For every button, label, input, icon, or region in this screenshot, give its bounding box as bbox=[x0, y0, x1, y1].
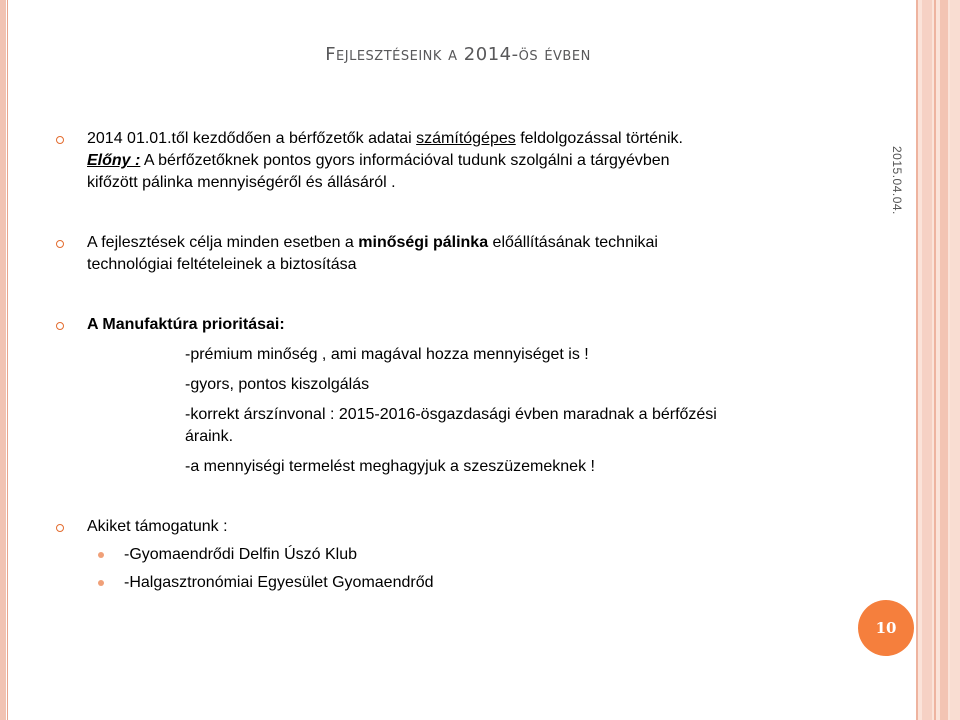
priority-item: -prémium minőség , ami magával hozza mennyiséget is ! bbox=[185, 346, 589, 363]
bullet-supported: Akiket támogatunk : bbox=[56, 516, 816, 538]
bullet-goal: A fejlesztések célja minden esetben a minőségi pálinka előállításának technikai technológiai feltételeinek a biztosítása bbox=[56, 232, 816, 276]
frame-right-border bbox=[916, 0, 960, 720]
circle-bullet-icon bbox=[56, 524, 64, 532]
priority-item-cont: áraink. bbox=[185, 428, 234, 445]
priority-item: -a mennyiségi termelést meghagyjuk a szeszüzemeknek ! bbox=[185, 458, 595, 475]
priority-item: -gyors, pontos kiszolgálás bbox=[185, 376, 370, 393]
bullet-priorities: A Manufaktúra prioritásai: -prémium minőség , ami magával hozza mennyiséget is ! -gyors, pontos kiszolgálás -korrekt árszínvonal : 2015-2016-ösgazdasági évben maradnak a bérfőzési áraink. -a mennyiségi termelést meghagyjuk a szeszüzemeknek ! bbox=[56, 314, 816, 478]
slide-number-badge: 10 bbox=[858, 600, 914, 656]
circle-bullet-icon bbox=[56, 136, 64, 144]
slide-title: FEJLESZTÉSEINK A 2014-ÖS ÉVBEN bbox=[325, 44, 591, 65]
frame-left-border bbox=[0, 0, 6, 720]
dot-bullet-icon bbox=[98, 552, 104, 558]
slide-date: 2015.04.04. bbox=[890, 146, 904, 215]
slide-content bbox=[56, 128, 816, 594]
dot-bullet-icon bbox=[98, 580, 104, 586]
bullet-computerized: 2014 01.01.től kezdődően a bérfőzetők adatai számítógépes feldolgozással történik. Előny : A bérfőzetőknek pontos gyors információval tudunk szolgálni a tárgyévben kifőzött pálinka mennyiségéről és állásáról . bbox=[56, 128, 816, 194]
priority-item: -korrekt árszínvonal : 2015-2016-ösgazdasági évben maradnak a bérfőzési bbox=[185, 406, 717, 423]
circle-bullet-icon bbox=[56, 322, 64, 330]
circle-bullet-icon bbox=[56, 240, 64, 248]
supported-item: -Halgasztronómiai Egyesület Gyomaendrőd bbox=[56, 572, 816, 594]
supported-item: -Gyomaendrődi Delfin Úszó Klub bbox=[56, 544, 816, 566]
